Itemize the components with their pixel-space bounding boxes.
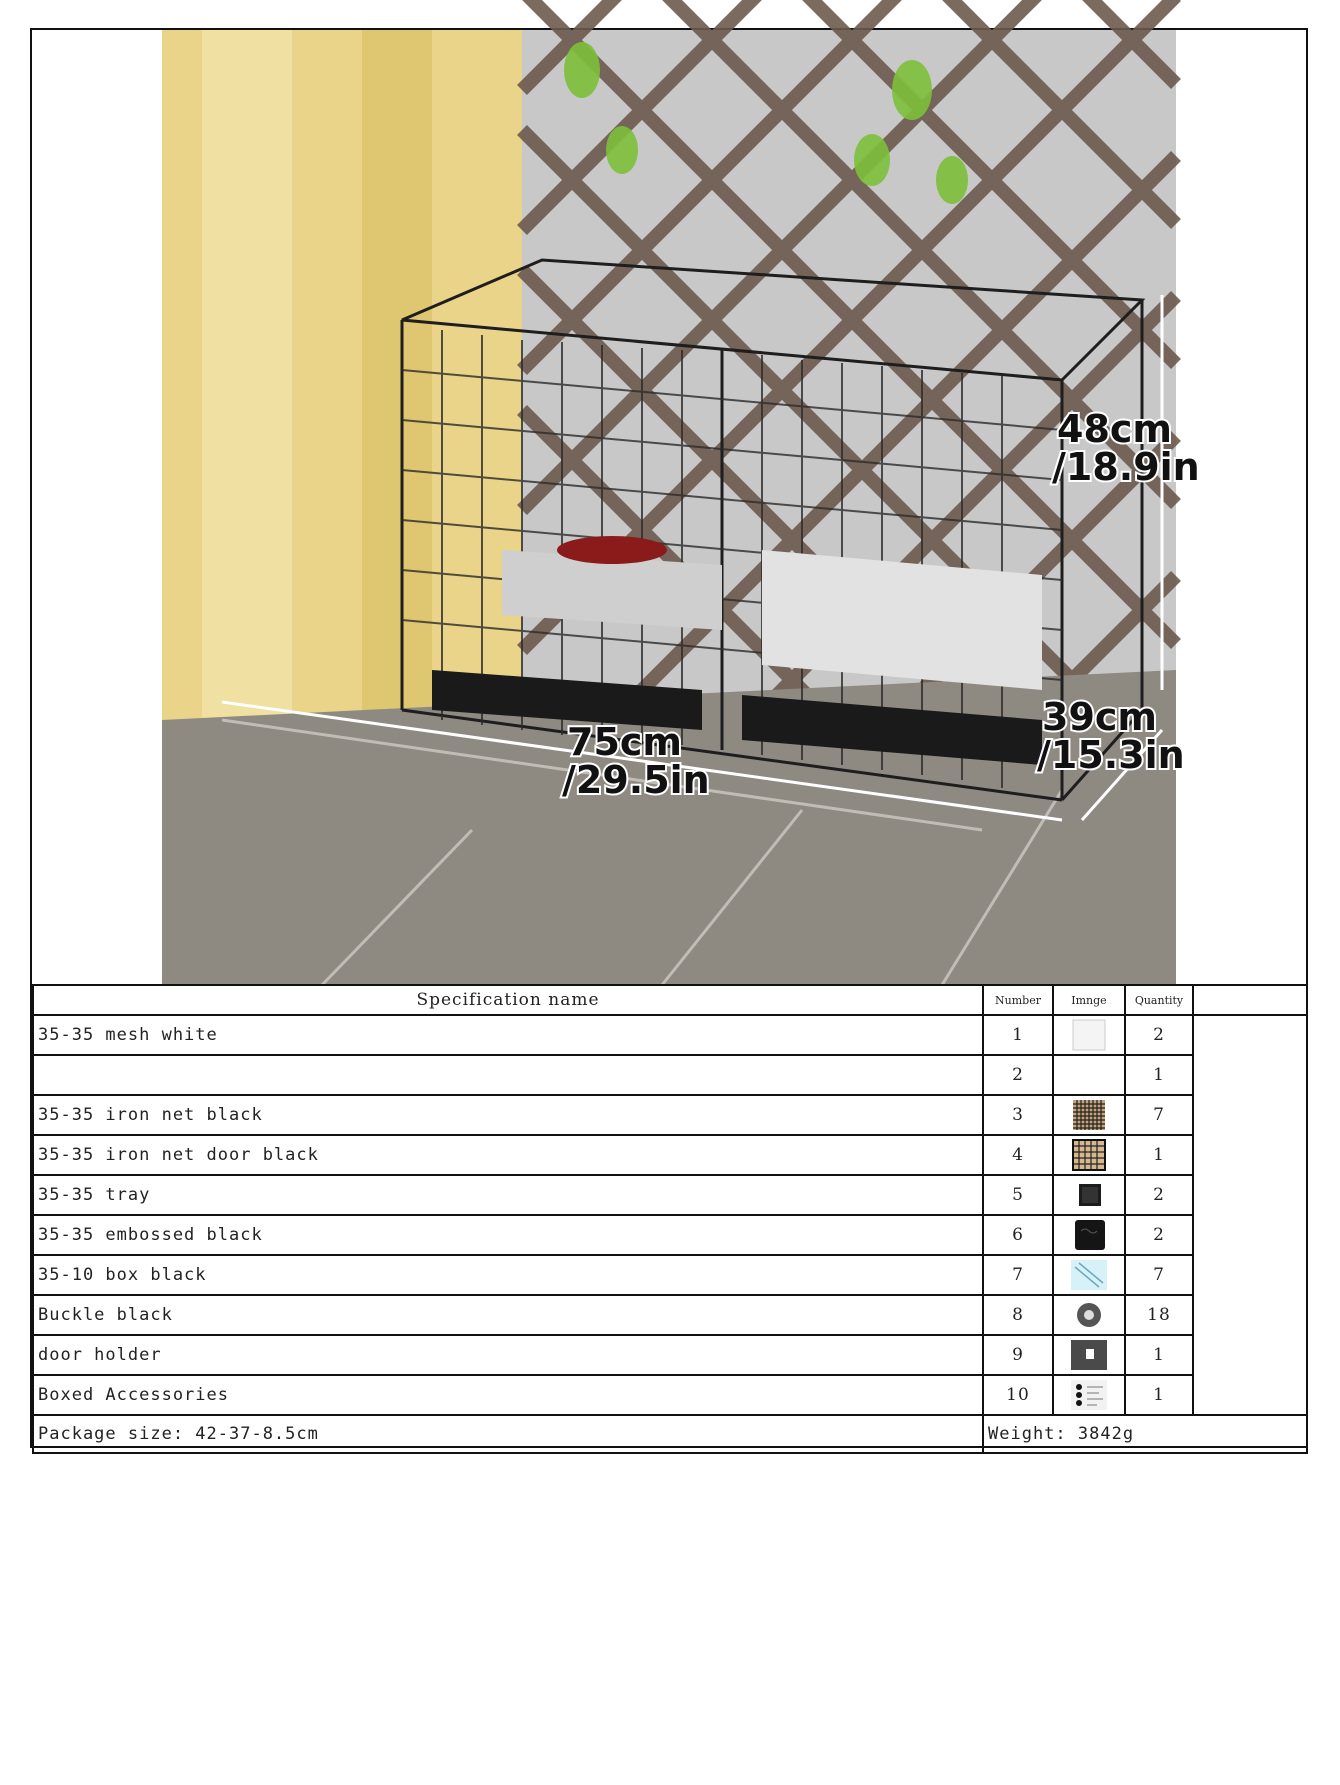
table-row (33, 1055, 1307, 1095)
item-quantity: 1 (1125, 1375, 1193, 1415)
item-quantity: 7 (1125, 1255, 1193, 1295)
item-image (1053, 1135, 1125, 1175)
item-image (1053, 1175, 1125, 1215)
item-quantity: 1 (1125, 1135, 1193, 1175)
width-label-metric: 39cm (1042, 695, 1158, 739)
white-mesh-panel-thumbnail (1069, 1019, 1109, 1051)
black-grid-door-thumbnail (1069, 1139, 1109, 1171)
row-spacer (1193, 1215, 1307, 1255)
black-grid-panel-thumbnail (1069, 1099, 1109, 1131)
table-row (33, 1095, 1307, 1135)
item-quantity: 2 (1125, 1015, 1193, 1055)
row-spacer (1193, 1015, 1307, 1055)
item-image (1053, 1335, 1125, 1375)
length-label-imperial: /29.5in (562, 758, 710, 802)
buckle-thumbnail (1069, 1299, 1109, 1331)
spec-name: 35-35 mesh white (33, 1015, 983, 1055)
table-row (33, 1175, 1307, 1215)
table-row (33, 1335, 1307, 1375)
item-image (1053, 1255, 1125, 1295)
table-row (33, 1135, 1307, 1175)
item-number: 2 (983, 1055, 1053, 1095)
item-number: 9 (983, 1335, 1053, 1375)
item-number: 4 (983, 1135, 1053, 1175)
spec-name: 35-35 embossed black (33, 1215, 983, 1255)
product-photo (162, 30, 1200, 985)
row-spacer (1193, 1095, 1307, 1135)
item-quantity: 2 (1125, 1215, 1193, 1255)
table-footer-row (33, 1415, 1307, 1453)
item-number: 7 (983, 1255, 1053, 1295)
item-image (1053, 1295, 1125, 1335)
embossed-panel-thumbnail (1069, 1219, 1109, 1251)
spec-name: 35-10 box black (33, 1255, 983, 1295)
spec-name: Boxed Accessories (33, 1375, 983, 1415)
item-image (1053, 1055, 1125, 1095)
item-quantity: 2 (1125, 1175, 1193, 1215)
row-spacer (1193, 1055, 1307, 1095)
item-image (1053, 1015, 1125, 1055)
width-label-imperial: /15.3in (1037, 733, 1185, 777)
table-row (33, 1015, 1307, 1055)
item-quantity: 1 (1125, 1335, 1193, 1375)
clear-box-thumbnail (1069, 1259, 1109, 1291)
package-size: Package size: 42-37-8.5cm (33, 1415, 983, 1453)
black-tray-thumbnail (1069, 1179, 1109, 1211)
spec-sheet (30, 28, 1308, 1448)
item-quantity: 1 (1125, 1055, 1193, 1095)
table-row (33, 1215, 1307, 1255)
table-header-row (33, 985, 1307, 1015)
height-label-imperial: /18.9in (1052, 445, 1200, 489)
item-number: 6 (983, 1215, 1053, 1255)
table-row (33, 1375, 1307, 1415)
item-number: 5 (983, 1175, 1053, 1215)
item-number: 10 (983, 1375, 1053, 1415)
specification-table (32, 984, 1308, 1454)
spec-name: Buckle black (33, 1295, 983, 1335)
item-number: 3 (983, 1095, 1053, 1135)
row-spacer (1193, 1335, 1307, 1375)
item-image (1053, 1375, 1125, 1415)
spec-name: door holder (33, 1335, 983, 1375)
row-spacer (1193, 1135, 1307, 1175)
item-quantity: 7 (1125, 1095, 1193, 1135)
item-quantity: 18 (1125, 1295, 1193, 1335)
row-spacer (1193, 1255, 1307, 1295)
item-number: 8 (983, 1295, 1053, 1335)
row-spacer (1193, 1375, 1307, 1415)
spec-name: 35-35 iron net door black (33, 1135, 983, 1175)
item-number: 1 (983, 1015, 1053, 1055)
spec-name: 35-35 iron net black (33, 1095, 983, 1135)
row-spacer (1193, 1175, 1307, 1215)
table-row (33, 1295, 1307, 1335)
header-spec-name: Specification name (33, 985, 983, 1015)
header-image: Imnge (1053, 985, 1125, 1015)
header-quantity: Quantity (1125, 985, 1193, 1015)
header-empty (1193, 985, 1307, 1015)
cage-illustration (162, 30, 1200, 985)
row-spacer (1193, 1295, 1307, 1335)
item-image (1053, 1215, 1125, 1255)
door-holder-thumbnail (1069, 1339, 1109, 1371)
table-row (33, 1255, 1307, 1295)
spec-name: 35-35 tray (33, 1175, 983, 1215)
length-label-metric: 75cm (567, 720, 683, 764)
header-number: Number (983, 985, 1053, 1015)
accessories-thumbnail (1069, 1379, 1109, 1411)
weight: Weight: 3842g (983, 1415, 1307, 1453)
spec-name (33, 1055, 983, 1095)
height-label-metric: 48cm (1057, 407, 1173, 451)
item-image (1053, 1095, 1125, 1135)
